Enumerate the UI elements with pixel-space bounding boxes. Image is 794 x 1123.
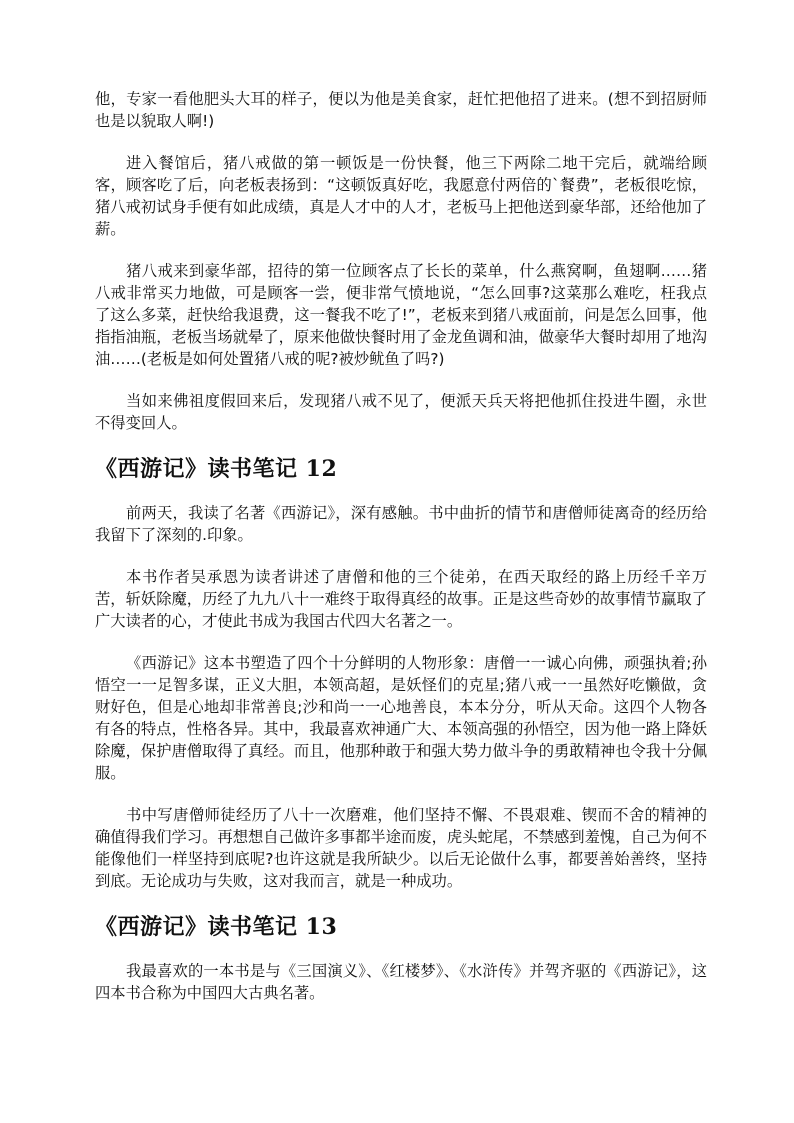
paragraph: 《西游记》这本书塑造了四个十分鲜明的人物形象：唐僧一一诚心向佛，顽强执着;孙悟空一一足智多谋，正义大胆，本领高超，是妖怪们的克星;猪八戒一一虽然好吃懒做，贪财好色，但是心地却非常善良;沙和尚一一心地善良，本本分分，听从天命。这四个人物各有各的特点，性格各异。其中，我最喜欢神通广大、本领高强的孙悟空，因为他一路上降妖除魔，保护唐僧取得了真经。而且，他那种敢于和强大势力做斗争的勇敢精神也令我十分佩服。 bbox=[95, 654, 707, 782]
paragraph: 我最喜欢的一本书是与《三国演义》、《红楼梦》、《水浒传》并驾齐驱的《西游记》，这四本书合称为中国四大古典名著。 bbox=[95, 962, 707, 1002]
paragraph: 本书作者吴承恩为读者讲述了唐僧和他的三个徒弟，在西天取经的路上历经千辛万苦，斩妖除魔，历经了九九八十一难终于取得真经的故事。正是这些奇妙的故事情节赢取了广大读者的心，才使此书成为我国古代四大名著之一。 bbox=[95, 568, 707, 630]
section-heading-12: 《西游记》读书笔记 12 bbox=[95, 456, 338, 482]
paragraph: 进入餐馆后，猪八戒做的第一顿饭是一份快餐，他三下两除二地干完后，就端给顾客，顾客吃了后，向老板表扬到：“这顿饭真好吃，我愿意付两倍的`餐费”，老板很吃惊，猪八戒初试身手便有如此成绩，真是人才中的人才，老板马上把他送到豪华部，还给他加了薪。 bbox=[95, 154, 707, 238]
paragraph: 猪八戒来到豪华部，招待的第一位顾客点了长长的菜单，什么燕窝啊，鱼翅啊……猪八戒非常买力地做，可是顾客一尝，便非常气愤地说，“怎么回事?这菜那么难吃，枉我点了这么多菜，赶快给我退费，这一餐我不吃了!”，老板来到猪八戒面前，问是怎么回事，他指指油瓶，老板当场就晕了，原来他做快餐时用了金龙鱼调和油，做豪华大餐时却用了地沟油……(老板是如何处置猪八戒的呢?被炒鱿鱼了吗?) bbox=[95, 262, 707, 368]
document-page bbox=[95, 88, 707, 1024]
paragraph: 前两天，我读了名著《西游记》，深有感触。书中曲折的情节和唐僧师徒离奇的经历给我留下了深刻的.印象。 bbox=[95, 504, 707, 544]
paragraph: 当如来佛祖度假回来后，发现猪八戒不见了，便派天兵天将把他抓住投进牛圈，永世不得变回人。 bbox=[95, 392, 707, 432]
paragraph-continuation: 他，专家一看他肥头大耳的样子，便以为他是美食家，赶忙把他招了进来。(想不到招厨师也是以貌取人啊!) bbox=[95, 90, 707, 130]
paragraph: 书中写唐僧师徒经历了八十一次磨难，他们坚持不懈、不畏艰难、锲而不舍的精神的确值得我们学习。再想想自己做许多事都半途而废，虎头蛇尾，不禁感到羞愧，自己为何不能像他们一样坚持到底呢?也许这就是我所缺少。以后无论做什么事，都要善始善终，坚持到底。无论成功与失败，这对我而言，就是一种成功。 bbox=[95, 806, 707, 890]
section-heading-13: 《西游记》读书笔记 13 bbox=[95, 914, 338, 940]
